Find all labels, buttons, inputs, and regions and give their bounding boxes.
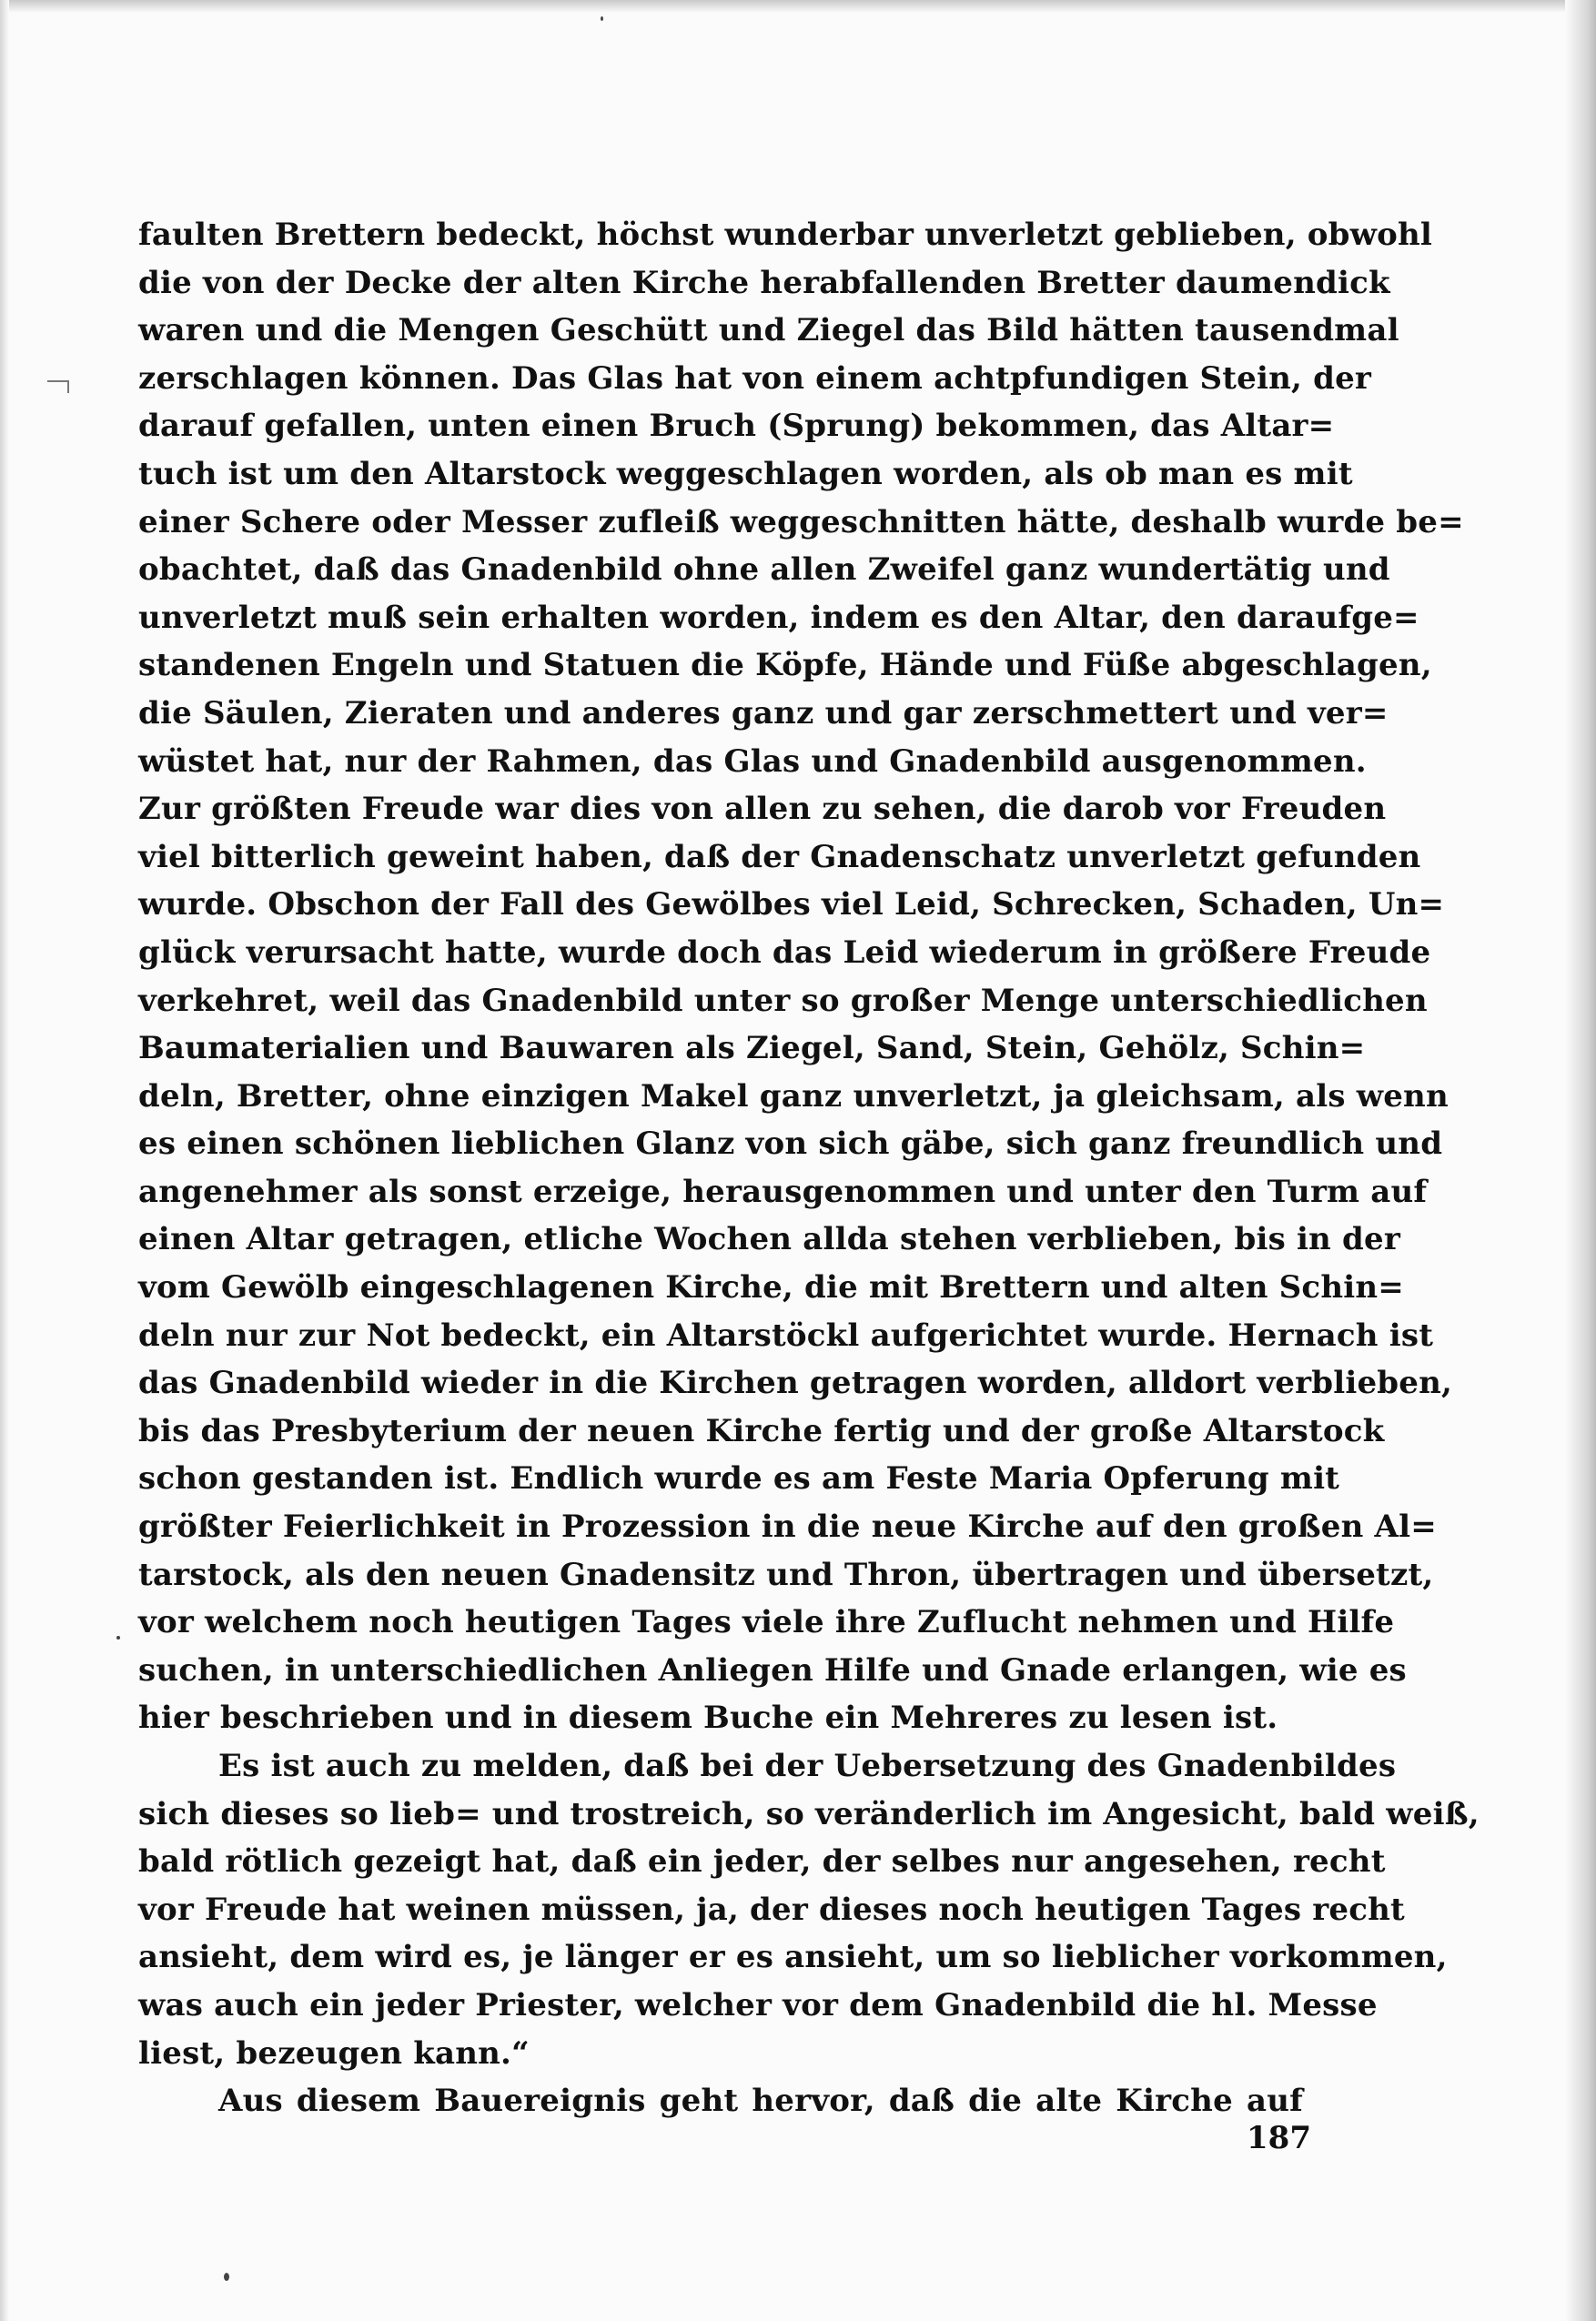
page-number: 187 <box>1247 2120 1311 2156</box>
text-line: tuch ist um den Altarstock weggeschlagen worden, als ob man es mit <box>138 455 1353 492</box>
text-line: waren und die Mengen Geschütt und Ziegel das Bild hätten tausendmal <box>138 312 1399 349</box>
text-line: obachtet, daß das Gnadenbild ohne allen Zweifel ganz wundertätig und <box>138 551 1390 589</box>
text-line: vor welchem noch heutigen Tages viele ihre Zuflucht nehmen und Hilfe <box>138 1604 1395 1641</box>
text-line: unverletzt muß sein erhalten worden, indem es den Altar, den daraufge= <box>138 599 1419 636</box>
text-line: es einen schönen lieblichen Glanz von sich gäbe, sich ganz freundlich und <box>138 1125 1443 1163</box>
body-text <box>138 211 1480 2125</box>
text-line: bis das Presbyterium der neuen Kirche fertig und der große Altarstock <box>138 1412 1385 1449</box>
text-line: vom Gewölb eingeschlagenen Kirche, die mit Brettern und alten Schin= <box>138 1269 1404 1307</box>
margin-mark <box>47 380 69 393</box>
text-line: deln, Bretter, ohne einzigen Makel ganz unverletzt, ja gleichsam, als wenn <box>138 1077 1449 1115</box>
text-line: größter Feierlichkeit in Prozession in die neue Kirche auf den großen Al= <box>138 1509 1437 1546</box>
scan-edge-top <box>0 0 1596 13</box>
text-line: bald rötlich gezeigt hat, daß ein jeder, der selbes nur angesehen, recht <box>138 1843 1386 1881</box>
text-line: das Gnadenbild wieder in die Kirchen getragen worden, alldort verblieben, <box>138 1365 1453 1402</box>
text-line: viel bitterlich geweint haben, daß der Gnadenschatz unverletzt gefunden <box>138 838 1421 875</box>
text-line: glück verursacht hatte, wurde doch das Leid wiederum in größere Freude <box>138 933 1431 971</box>
text-line: Baumaterialien und Bauwaren als Ziegel, Sand, Stein, Gehölz, Schin= <box>138 1030 1366 1067</box>
text-line: ansieht, dem wird es, je länger er es ansieht, um so lieblicher vorkommen, <box>138 1939 1448 1976</box>
text-line: zerschlagen können. Das Glas hat von einem achtpfundigen Stein, der <box>138 359 1372 397</box>
text-line: wüstet hat, nur der Rahmen, das Glas und Gnadenbild ausgenommen. <box>138 742 1367 780</box>
text-line: standenen Engeln und Statuen die Köpfe, Hände und Füße abgeschlagen, <box>138 647 1432 684</box>
text-line: deln nur zur Not bedeckt, ein Altarstöckl aufgerichtet wurde. Hernach ist <box>138 1317 1434 1354</box>
speck <box>116 1636 120 1640</box>
speck <box>601 16 603 21</box>
text-line: faulten Brettern bedeckt, höchst wunderbar unverletzt geblieben, obwohl <box>138 217 1433 253</box>
text-line: liest, bezeugen kann.“ <box>138 2034 530 2072</box>
text-line: hier beschrieben und in diesem Buche ein Mehreres zu lesen ist. <box>138 1700 1278 1737</box>
text-line: darauf gefallen, unten einen Bruch (Sprung) bekommen, das Altar= <box>138 408 1335 445</box>
text-line: Aus diesem Bauereignis geht hervor, daß die alte Kirche auf <box>218 2083 1303 2120</box>
scan-edge-right <box>1565 0 1596 2321</box>
text-line: sich dieses so lieb= und trostreich, so veränderlich im Angesicht, bald weiß, <box>138 1795 1480 1832</box>
text-line: was auch ein jeder Priester, welcher vor dem Gnadenbild die hl. Messe <box>138 1986 1378 2023</box>
text-line: verkehret, weil das Gnadenbild unter so großer Menge unterschiedlichen <box>138 982 1428 1019</box>
text-line: einer Schere oder Messer zufleiß weggeschnitten hätte, deshalb wurde be= <box>138 503 1464 540</box>
text-line: Es ist auch zu melden, daß bei der Uebersetzung des Gnadenbildes <box>218 1748 1397 1784</box>
text-line: vor Freude hat weinen müssen, ja, der dieses noch heutigen Tages recht <box>138 1891 1405 1928</box>
text-line: schon gestanden ist. Endlich wurde es am Feste Maria Opferung mit <box>138 1460 1340 1498</box>
text-line: angenehmer als sonst erzeige, herausgenommen und unter den Turm auf <box>138 1173 1428 1210</box>
text-line: die von der Decke der alten Kirche herabfallenden Bretter daumendick <box>138 264 1390 301</box>
text-line: die Säulen, Zieraten und anderes ganz und gar zerschmettert und ver= <box>138 694 1389 732</box>
text-line: wurde. Obschon der Fall des Gewölbes viel Leid, Schrecken, Schaden, Un= <box>138 886 1445 923</box>
scan-edge-left <box>0 0 9 2321</box>
speck <box>224 2273 229 2281</box>
text-line: Zur größten Freude war dies von allen zu sehen, die darob vor Freuden <box>138 791 1387 828</box>
text-line: tarstock, als den neuen Gnadensitz und Thron, übertragen und übersetzt, <box>138 1556 1434 1593</box>
text-line: suchen, in unterschiedlichen Anliegen Hilfe und Gnade erlangen, wie es <box>138 1651 1407 1689</box>
text-line: einen Altar getragen, etliche Wochen allda stehen verblieben, bis in der <box>138 1221 1400 1258</box>
